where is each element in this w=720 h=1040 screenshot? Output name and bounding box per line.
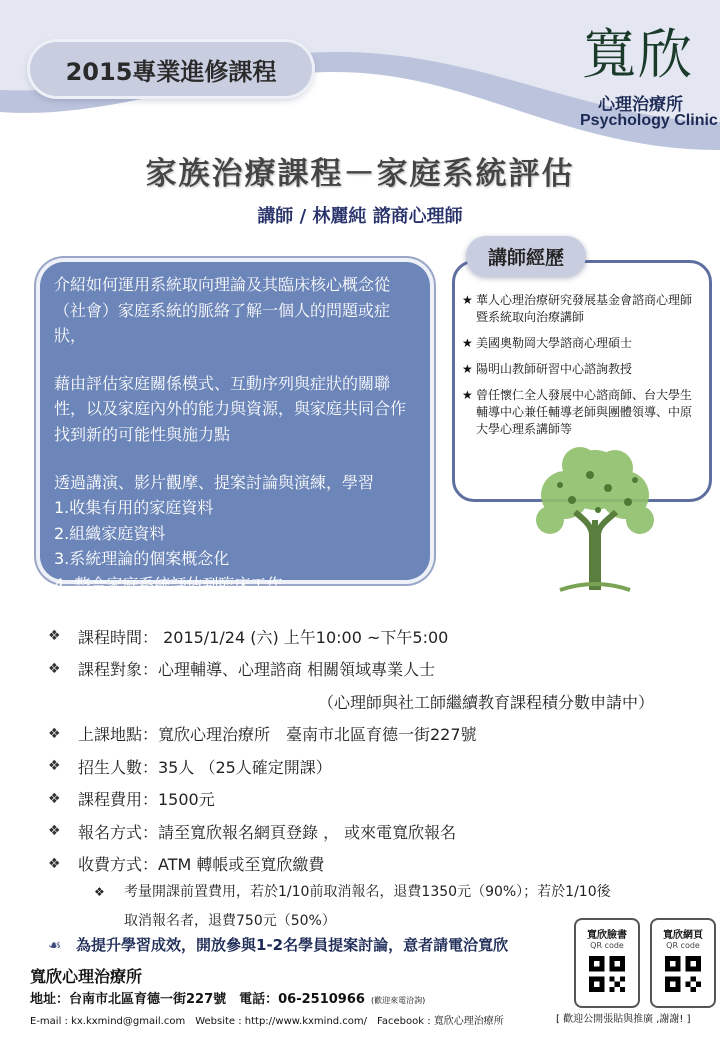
diamond-bullet-icon: ❖ [48,823,61,840]
detail-enrollment: ❖ 招生人數：35人 （25人確定開課） [48,757,332,777]
diamond-bullet-icon: ❖ [48,758,61,775]
case-discussion-promo: ☙ 為提升學習成效，開放參與1-2名學員提案討論，意者請電洽寬欣 [48,935,509,954]
footer-contact-info: E-mail : kx.kxmind@gmail.com Website : http://www.kxmind.com/ Facebook : 寬欣心理治療所 [30,1016,504,1027]
speaker-bio-list [462,292,702,447]
intro-list-item: 4. 整合家庭系統評估到臨床工作 [54,574,283,594]
star-icon: ★ [462,388,473,402]
course-details-list [48,620,698,880]
detail-audience-note: （心理師與社工師繼續教育課程積分數申請中） [318,692,655,712]
website-qr-card[interactable] [650,918,716,1008]
intro-paragraph-2: 藉由評估家庭關係模式、互動序列與症狀的關聯性，以及家庭內外的能力與資源，與家庭共同合作找到新的可能性與施力點 [54,373,407,444]
detail-time: ❖ 課程時間： 2015/1/24 (六) 上午10:00 ~下午5:00 [48,627,449,647]
star-icon: ★ [462,336,473,350]
bio-item: ★ 曾任懷仁全人發展中心諮商師、台大學生輔導中心兼任輔導老師與團體領導、中原大學心理系講師等 [462,388,693,436]
refund-line-2: 取消報名者，退費750元（50%） [124,913,336,929]
brand-chinese-name: 心理治療所 [598,95,683,115]
detail-registration: ❖ 報名方式：請至寬欣報名網頁登錄 ， 或來電寬欣報名 [48,822,457,842]
qr-code-icon [665,956,701,992]
diamond-bullet-icon: ❖ [48,628,61,645]
intro-list-item: 2.組織家庭資料 [54,523,166,543]
diamond-bullet-icon: ❖ [48,790,61,807]
bio-item: ★ 陽明山教師研習中心諮詢教授 [462,362,633,376]
intro-list-item: 3.系統理論的個案概念化 [54,549,230,569]
intro-paragraph-3: 透過講演、影片觀摩、提案討論與演練，學習 [54,472,375,492]
star-icon: ★ [462,293,473,307]
intro-paragraph-1: 介紹如何運用系統取向理論及其臨床核心概念從（社會）家庭系統的脈絡了解一個人的問題或症狀， [54,275,391,346]
bio-item: ★ 華人心理治療研究發展基金會諮商心理師暨系統取向治療講師 [462,293,693,324]
course-series-badge: 2015專業進修課程 [30,42,312,96]
footer-address: 地址：台南市北區育德一街227號 電話：06-2510966 (歡迎來電洽詢) [30,992,426,1007]
footer-address-note: (歡迎來電洽詢) [370,996,426,1005]
bio-item: ★ 美國奧勒岡大學諮商心理碩士 [462,336,633,350]
detail-fee: ❖ 課程費用：1500元 [48,790,215,810]
qr-title: 寬欣臉書 [587,930,627,941]
diamond-bullet-icon: ❖ [94,885,105,899]
qr-subtitle: QR code [590,941,624,950]
brand-english-name: Psychology Clinic [580,112,718,129]
swirl-bullet-icon: ☙ [48,935,62,954]
people-tree-illustration [520,440,670,600]
brand-logo-text: 寬欣 [582,23,694,86]
qr-subtitle: QR code [666,941,700,950]
speaker-bio-heading: 講師經歷 [466,236,586,276]
diamond-bullet-icon: ❖ [48,855,61,872]
footer-welcome-note: [ 歡迎公開張貼與推廣 ,謝謝! ] [556,1014,691,1025]
course-title: 家族治療課程－家庭系統評估 [145,156,575,192]
course-speaker: 講師 / 林麗純 諮商心理師 [257,206,463,227]
detail-audience: ❖ 課程對象：心理輔導、心理諮商 相關領域專業人士 [48,660,436,680]
detail-payment: ❖ 收費方式：ATM 轉帳或至寬欣繳費 [48,855,325,875]
footer-clinic-name: 寬欣心理治療所 [30,967,143,986]
facebook-qr-card[interactable] [574,918,640,1008]
star-icon: ★ [462,362,473,376]
course-intro-panel [40,262,430,594]
refund-line-1: 考量開課前置費用，若於1/10前取消報名，退費1350元（90%）；若於1/10後 [124,884,611,900]
intro-list-item: 1.收集有用的家庭資料 [54,498,214,518]
diamond-bullet-icon: ❖ [48,660,61,677]
diamond-bullet-icon: ❖ [48,725,61,742]
qr-code-icon [589,956,625,992]
detail-location: ❖ 上課地點：寬欣心理治療所 臺南市北區育德一街227號 [48,725,477,745]
qr-title: 寬欣網頁 [663,930,703,941]
